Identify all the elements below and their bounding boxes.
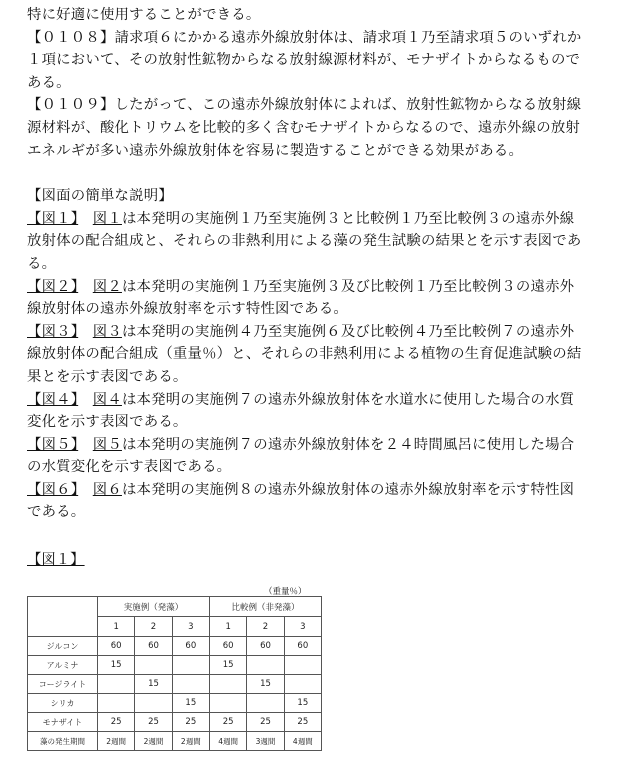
table-row bbox=[28, 675, 322, 694]
figure-2-ref: 図２ bbox=[92, 278, 122, 295]
table-cell: 3週間 bbox=[247, 732, 284, 751]
sub-header-cell: 3 bbox=[172, 617, 209, 637]
table-cell bbox=[209, 694, 246, 713]
section-title: 【図面の簡単な説明】 bbox=[27, 188, 173, 205]
table-cell bbox=[284, 675, 321, 694]
document-body bbox=[27, 4, 597, 524]
table-cell bbox=[135, 694, 172, 713]
paragraph-0108-line-3: ある。 bbox=[27, 74, 71, 91]
table-row bbox=[28, 656, 322, 675]
figure-5-description-line-2: の水質変化を示す表図である。 bbox=[27, 459, 232, 476]
table-cell bbox=[172, 656, 209, 675]
paragraph-0109-line-3: エネルギが多い遠赤外線放射体を容易に製造することができる効果がある。 bbox=[27, 142, 524, 159]
figure-2-description-line-1: 【図２】 図２は本発明の実施例１乃至実施例３及び比較例１乃至比較例３の遠赤外 bbox=[27, 278, 575, 295]
table-cell: 15 bbox=[209, 656, 246, 675]
table-cell: 25 bbox=[284, 713, 321, 732]
table-corner-cell bbox=[28, 597, 98, 637]
sub-header-cell: 2 bbox=[135, 617, 172, 637]
table-cell bbox=[209, 675, 246, 694]
row-label: モナザイト bbox=[28, 713, 98, 732]
row-label: コージライト bbox=[28, 675, 98, 694]
table-cell bbox=[284, 656, 321, 675]
table-unit: （重量％） bbox=[264, 587, 307, 597]
table-cell: 2週間 bbox=[172, 732, 209, 751]
table-cell: 25 bbox=[135, 713, 172, 732]
figure-6-description-line-1: 【図６】 図６は本発明の実施例８の遠赤外線放射体の遠赤外線放射率を示す特性図 bbox=[27, 481, 575, 498]
figure-1-description-line-1: 【図１】 図１は本発明の実施例１乃至実施例３と比較例１乃至比較例３の遠赤外線 bbox=[27, 210, 575, 227]
figure-1-label: 【図１】 bbox=[27, 552, 85, 568]
paragraph-0108-line-1: 【０１０８】請求項６にかかる遠赤外線放射体は、請求項１乃至請求項５のいずれか bbox=[27, 29, 582, 46]
paragraph-0109-line-2: 源材料が、酸化トリウムを比較的多く含むモナザイトからなるので、遠赤外線の放射 bbox=[27, 119, 581, 136]
row-label: ジルコン bbox=[28, 637, 98, 656]
table-row bbox=[28, 732, 322, 751]
table-cell: 15 bbox=[98, 656, 135, 675]
row-label: 藻の発生期間 bbox=[28, 732, 98, 751]
figure-3-description-line-2: 線放射体の配合組成（重量％）と、それらの非熱利用による植物の生育促進試験の結 bbox=[27, 346, 582, 363]
blank-line bbox=[27, 162, 597, 185]
figure-5-ref: 図５ bbox=[92, 436, 122, 453]
sub-header-cell: 2 bbox=[247, 617, 284, 637]
table-cell bbox=[247, 656, 284, 675]
table-cell: 60 bbox=[247, 637, 284, 656]
table-row bbox=[28, 694, 322, 713]
figure-4-description-line-2: 変化を示す表図である。 bbox=[27, 414, 188, 431]
table-row bbox=[28, 713, 322, 732]
figure-4-ref: 図４ bbox=[92, 391, 122, 408]
table-cell: 60 bbox=[284, 637, 321, 656]
figure-4-description-line-1: 【図４】 図４は本発明の実施例７の遠赤外線放射体を水道水に使用した場合の水質 bbox=[27, 391, 575, 408]
figure-1-description-line-3: る。 bbox=[27, 255, 57, 272]
table-cell: 15 bbox=[135, 675, 172, 694]
table-cell: 25 bbox=[209, 713, 246, 732]
table-cell: 15 bbox=[172, 694, 209, 713]
figure-3-description-line-3: 果とを示す表図である。 bbox=[27, 368, 188, 385]
figure-1-ref: 図１ bbox=[92, 210, 122, 227]
table-cell: 25 bbox=[172, 713, 209, 732]
group-header-comparatives: 比較例（非発藻） bbox=[209, 597, 321, 617]
row-label: シリカ bbox=[28, 694, 98, 713]
sub-header-cell: 3 bbox=[284, 617, 321, 637]
paragraph-line: 特に好適に使用することができる。 bbox=[27, 7, 261, 23]
table-cell bbox=[135, 656, 172, 675]
table-cell: 60 bbox=[172, 637, 209, 656]
table-cell bbox=[98, 675, 135, 694]
figure-5-tag: 【図５】 bbox=[27, 436, 79, 453]
table-cell: 4週間 bbox=[209, 732, 246, 751]
table-group-header-row bbox=[28, 597, 322, 617]
sub-header-cell: 1 bbox=[209, 617, 246, 637]
group-header-examples: 実施例（発藻） bbox=[98, 597, 210, 617]
figure-5-description-line-1: 【図５】 図５は本発明の実施例７の遠赤外線放射体を２４時間風呂に使用した場合 bbox=[27, 436, 575, 453]
table-cell: 25 bbox=[247, 713, 284, 732]
paragraph-0109-line-1: 【０１０９】したがって、この遠赤外線放射体によれば、放射性鉱物からなる放射線 bbox=[27, 97, 582, 114]
table-cell: 2週間 bbox=[135, 732, 172, 751]
table-cell: 60 bbox=[98, 637, 135, 656]
figure-3-ref: 図３ bbox=[92, 323, 122, 340]
figure-6-description-line-2: である。 bbox=[27, 504, 86, 521]
figure-2-description-line-2: 線放射体の遠赤外線放射率を示す特性図である。 bbox=[27, 301, 348, 318]
table-row bbox=[28, 637, 322, 656]
figure-2-tag: 【図２】 bbox=[27, 278, 79, 295]
figure-1-tag: 【図１】 bbox=[27, 210, 79, 227]
table-cell: 60 bbox=[209, 637, 246, 656]
sub-header-cell: 1 bbox=[98, 617, 135, 637]
table-cell bbox=[247, 694, 284, 713]
figure-3-tag: 【図３】 bbox=[27, 323, 79, 340]
table-cell bbox=[172, 675, 209, 694]
figure-4-tag: 【図４】 bbox=[27, 391, 79, 408]
figure-3-description-line-1: 【図３】 図３は本発明の実施例４乃至実施例６及び比較例４乃至比較例７の遠赤外 bbox=[27, 323, 575, 340]
table-cell: 15 bbox=[284, 694, 321, 713]
figure-1-description-line-2: 放射体の配合組成と、それらの非熱利用による藻の発生試験の結果とを示す表図であ bbox=[27, 233, 582, 250]
table-cell: 4週間 bbox=[284, 732, 321, 751]
table-cell: 25 bbox=[98, 713, 135, 732]
figure-1-table bbox=[27, 596, 322, 751]
figure-6-tag: 【図６】 bbox=[27, 481, 79, 498]
table-cell bbox=[98, 694, 135, 713]
table-cell: 15 bbox=[247, 675, 284, 694]
table-cell: 60 bbox=[135, 637, 172, 656]
table-cell: 2週間 bbox=[98, 732, 135, 751]
paragraph-0108-line-2: １項において、その放射性鉱物からなる放射線源材料が、モナザイトからなるもので bbox=[27, 52, 581, 69]
row-label: アルミナ bbox=[28, 656, 98, 675]
figure-6-ref: 図６ bbox=[92, 481, 122, 498]
